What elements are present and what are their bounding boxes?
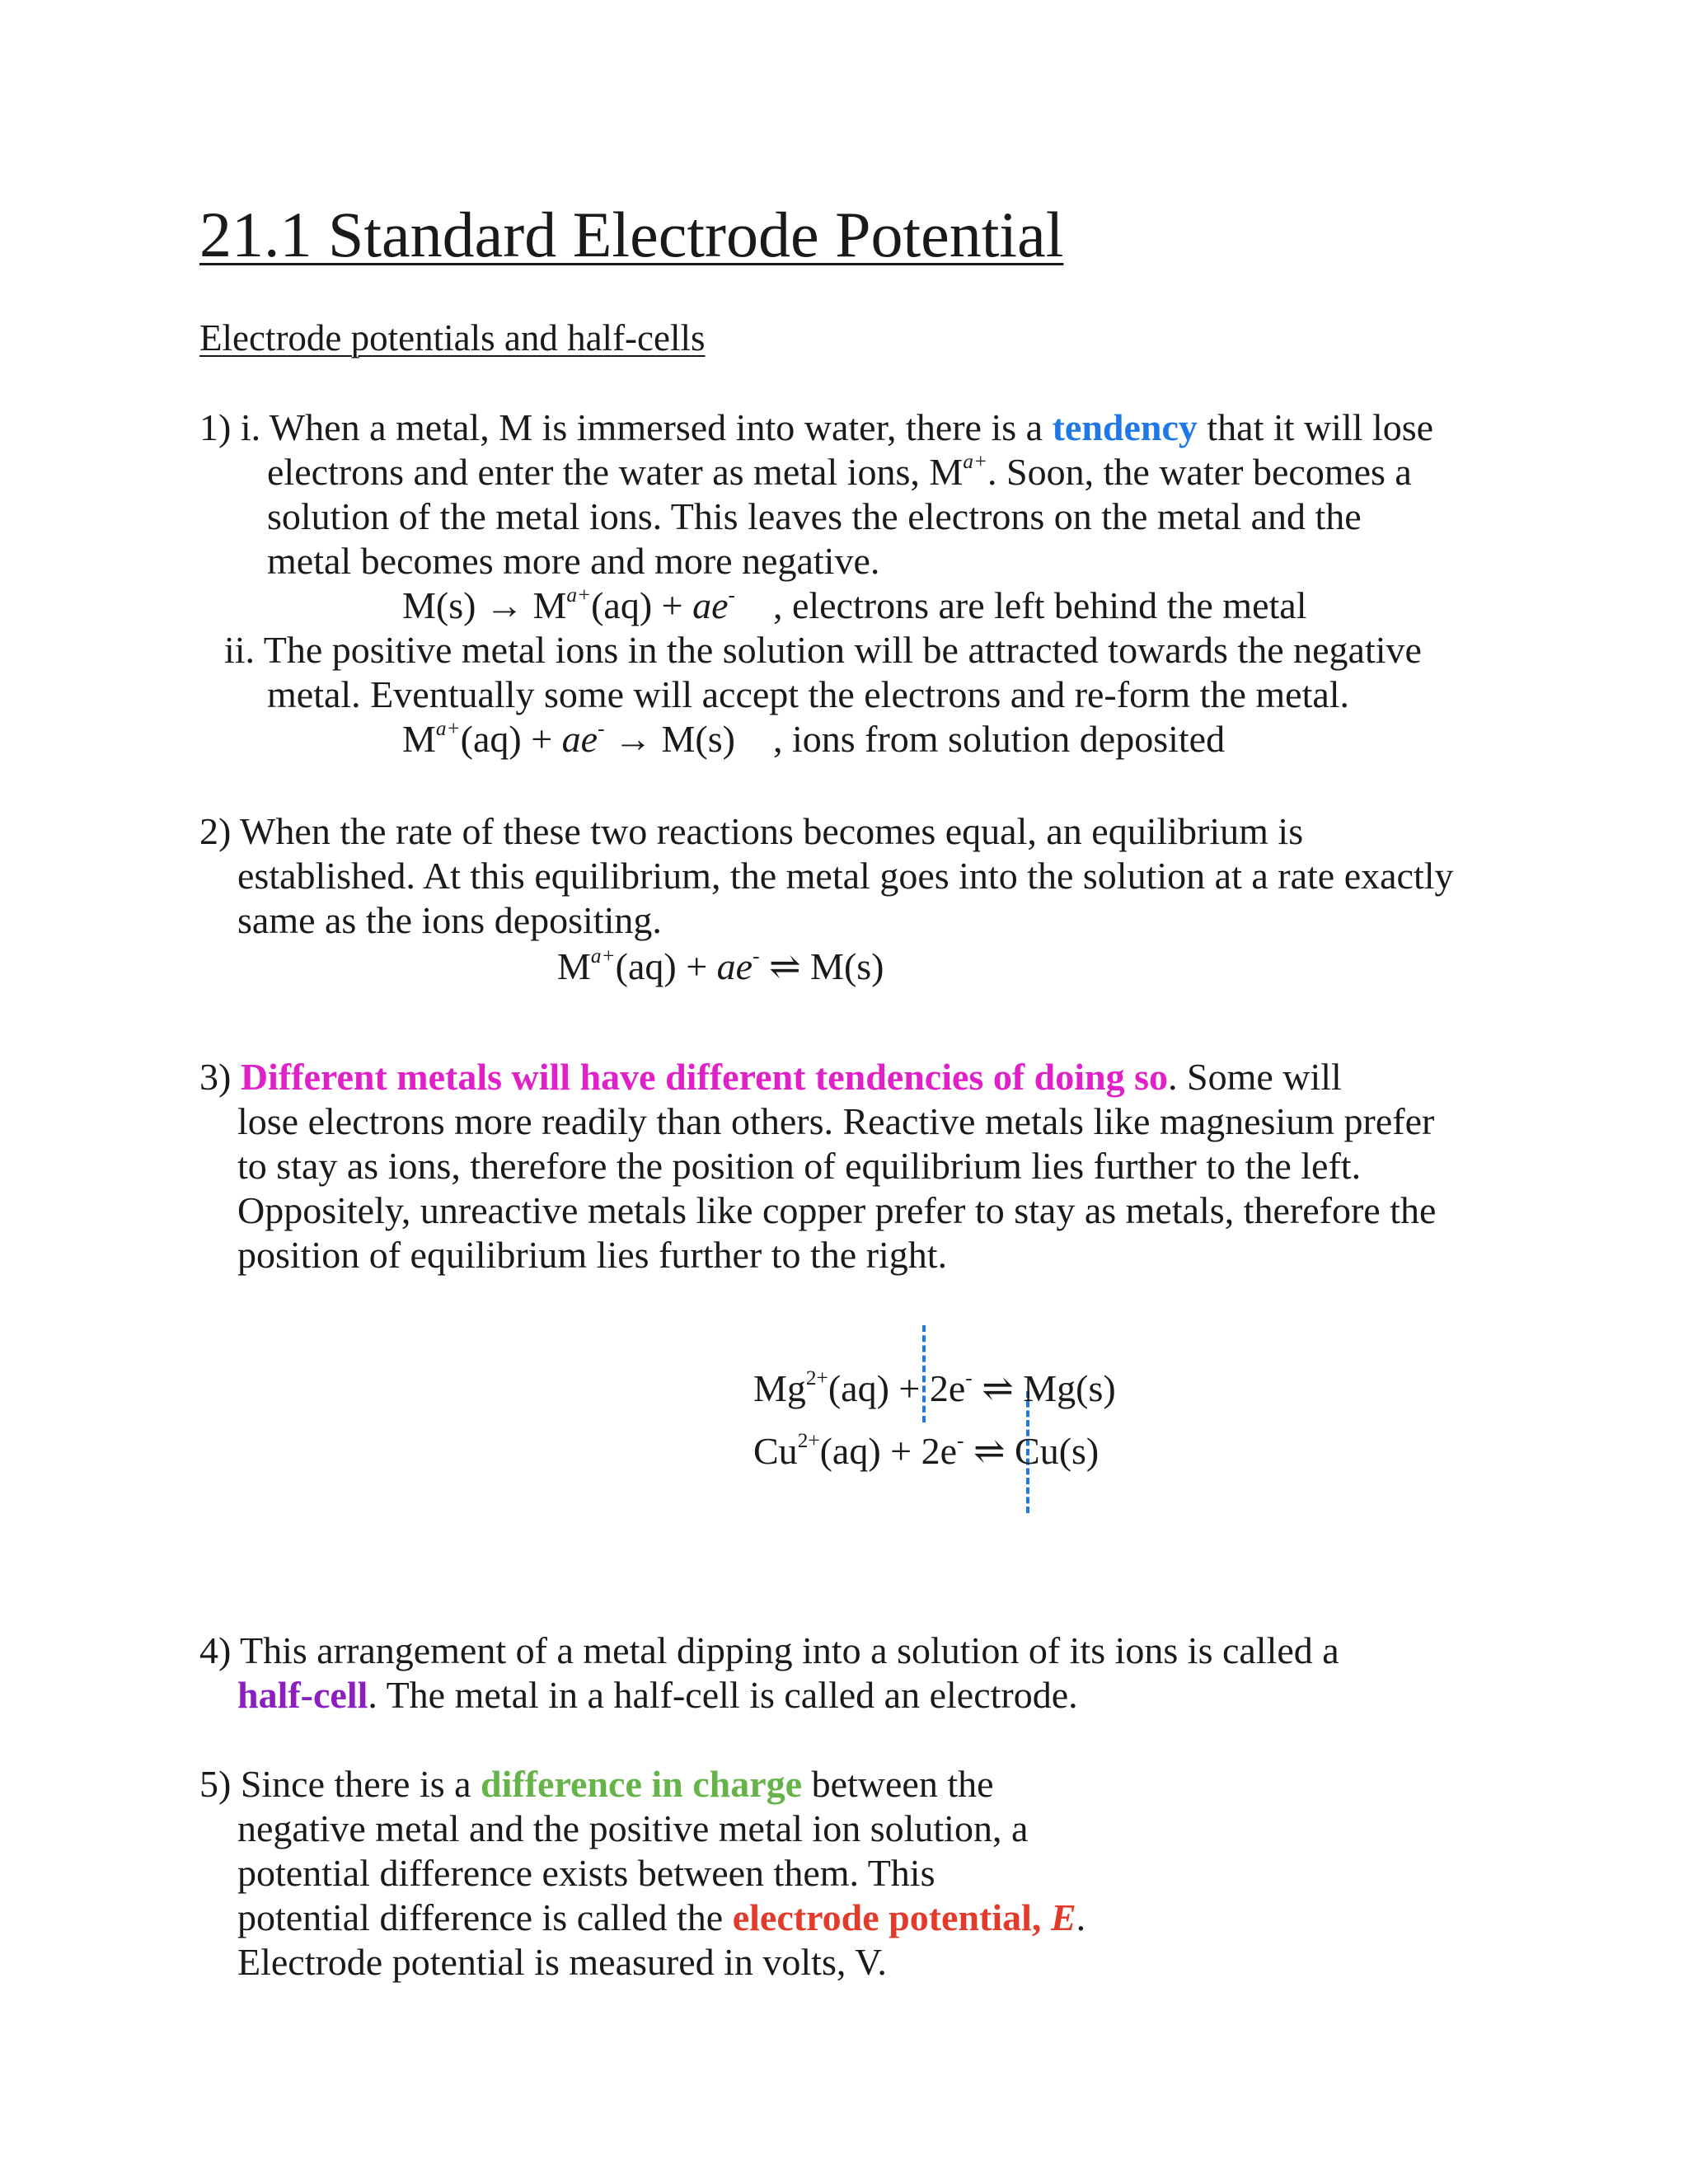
p2-line-1: 2) When the rate of these two reactions becomes equal, an equilibrium is xyxy=(199,810,1304,852)
charge-sup: a+ xyxy=(590,944,616,968)
eq-text: Cu xyxy=(753,1430,798,1472)
highlight-difference-in-charge: difference in charge xyxy=(481,1763,803,1805)
eq-text: Mg xyxy=(753,1367,806,1409)
page-title: 21.1 Standard Electrode Potential xyxy=(199,199,1064,270)
p1-text: that it will lose xyxy=(1197,406,1434,448)
charge-sup: 2+ xyxy=(805,1366,828,1390)
p5-line-4 xyxy=(237,1896,1085,1940)
p3-text: . Some will xyxy=(1168,1056,1342,1098)
charge-sup: - xyxy=(753,944,760,968)
charge-sup: - xyxy=(965,1366,973,1390)
eq-text: (aq) + xyxy=(460,718,562,760)
p3-line-3: to stay as ions, therefore the position of equilibrium lies further to the left. xyxy=(237,1145,1362,1187)
eq-text: (aq) + xyxy=(615,945,717,987)
section-subtitle: Electrode potentials and half-cells xyxy=(199,317,706,359)
eq-text: M xyxy=(557,945,591,987)
eq-text: ⇌ M(s) xyxy=(759,945,884,987)
eq-note: , electrons are left behind the metal xyxy=(734,584,1307,626)
p3-line-5: position of equilibrium lies further to the right. xyxy=(237,1234,948,1276)
highlight-different-metals: Different metals will have different tendencies of doing so xyxy=(240,1056,1168,1098)
p1-line-4: metal becomes more and more negative. xyxy=(267,540,880,582)
charge-sup: - xyxy=(957,1428,964,1452)
highlight-half-cell: half-cell xyxy=(237,1674,368,1716)
p1-line-1 xyxy=(199,405,1433,450)
p5-text: . xyxy=(1076,1896,1086,1938)
charge-sup: a+ xyxy=(963,449,988,473)
equation-reduction xyxy=(402,717,1225,762)
p4-line-2 xyxy=(237,1673,1078,1718)
eq-note: → M(s) , ions from solution deposited xyxy=(604,718,1226,760)
eq-text: ⇌ Cu(s) xyxy=(964,1430,1100,1472)
p1-line-2 xyxy=(267,450,1412,494)
eq-text: M xyxy=(402,718,436,760)
eq-electrons: ae xyxy=(692,584,729,626)
charge-sup: a+ xyxy=(566,583,592,607)
equation-oxidation xyxy=(402,583,1307,628)
eq-text: (aq) + 2e xyxy=(828,1367,966,1409)
eq-text: ⇌ Mg(s) xyxy=(972,1367,1116,1409)
p5-line-5: Electrode potential is measured in volts, V. xyxy=(237,1941,887,1983)
highlight-tendency: tendency xyxy=(1052,406,1198,448)
p5-line-1 xyxy=(199,1762,994,1807)
charge-sup: - xyxy=(598,716,605,740)
p5-line-2: negative metal and the positive metal ion solution, a xyxy=(237,1807,1029,1849)
p3-line-2: lose electrons more readily than others. Reactive metals like magnesium prefer xyxy=(237,1100,1435,1142)
eq-electrons: ae xyxy=(561,718,598,760)
p5-text: potential difference is called the xyxy=(237,1896,733,1938)
p2-line-3: same as the ions depositing. xyxy=(237,899,662,941)
p3-line-1 xyxy=(199,1055,1342,1099)
equation-equilibrium xyxy=(557,944,884,989)
p1-text: . Soon, the water becomes a xyxy=(987,451,1412,493)
p1-line-3: solution of the metal ions. This leaves the electrons on the metal and the xyxy=(267,495,1362,537)
equation-magnesium xyxy=(753,1366,1116,1411)
p3-text: 3) xyxy=(199,1056,241,1098)
highlight-electrode-potential: electrode potential, xyxy=(732,1896,1051,1938)
eq-text: (aq) + 2e xyxy=(819,1430,958,1472)
eq-text: M(s) → M xyxy=(402,584,567,626)
charge-sup: a+ xyxy=(435,716,461,740)
eq-electrons: ae xyxy=(716,945,753,987)
p5-text: 5) Since there is a xyxy=(199,1763,481,1805)
p1-line-6: metal. Eventually some will accept the electrons and re-form the metal. xyxy=(267,673,1350,715)
p2-line-2: established. At this equilibrium, the metal goes into the solution at a rate exactly xyxy=(237,855,1454,897)
p1-line-5: ii. The positive metal ions in the solution will be attracted towards the negative xyxy=(224,629,1422,671)
p1-text: electrons and enter the water as metal ions, M xyxy=(267,451,964,493)
p5-line-3: potential difference exists between them. This xyxy=(237,1852,935,1894)
p5-text: between the xyxy=(802,1763,994,1805)
symbol-e: E xyxy=(1050,1896,1076,1938)
equation-copper xyxy=(753,1429,1099,1474)
p4-line-1: 4) This arrangement of a metal dipping into a solution of its ions is called a xyxy=(199,1629,1339,1671)
charge-sup: 2+ xyxy=(797,1428,820,1452)
eq-text: (aq) + xyxy=(591,584,693,626)
p1-text: 1) i. When a metal, M is immersed into water, there is a xyxy=(199,406,1053,448)
charge-sup: - xyxy=(728,583,735,607)
p4-text: . The metal in a half-cell is called an electrode. xyxy=(368,1674,1078,1716)
p3-line-4: Oppositely, unreactive metals like copper prefer to stay as metals, therefore the xyxy=(237,1189,1437,1231)
